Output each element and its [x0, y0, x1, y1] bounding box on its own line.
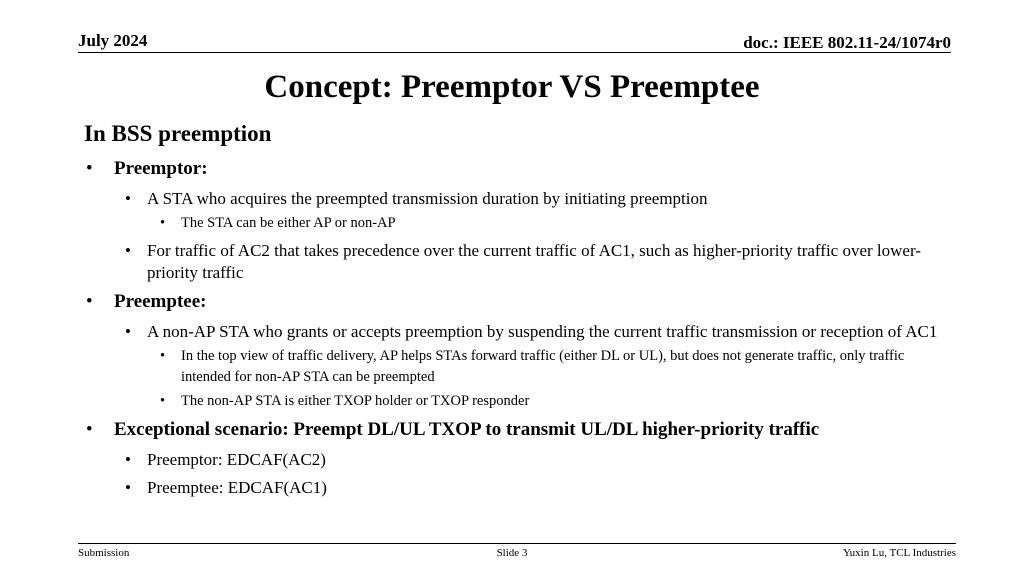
bullet-preemptor-definition: • A STA who acquires the preempted transmission duration by initiating preemption — [84, 188, 954, 210]
bullet-preemptor-traffic: • For traffic of AC2 that takes precedence over the current traffic of AC1, such as higher-priority traffic over lower-priority traffic — [84, 240, 954, 284]
bullet-exceptional-scenario: • Exceptional scenario: Preempt DL/UL TXOP to transmit UL/DL higher-priority traffic — [84, 416, 954, 443]
slide-body — [84, 117, 954, 499]
bullet-exceptional-preemptor: • Preemptor: EDCAF(AC2) — [84, 449, 954, 471]
section-heading: In BSS preemption — [84, 121, 272, 146]
bullet-exceptional-preemptee: • Preemptee: EDCAF(AC1) — [84, 477, 954, 499]
header-divider — [78, 52, 951, 53]
slide-title: Concept: Preemptor VS Preemptee — [264, 69, 760, 105]
footer-submission: Submission — [78, 547, 130, 559]
footer-author: Yuxin Lu, TCL Industries — [842, 547, 956, 559]
bullet-preemptee-top-view: • In the top view of traffic delivery, AP helps STAs forward traffic (either DL or UL), but does not generate traffic, only traffic intended for non-AP STA can be preempted — [84, 346, 954, 388]
bullet-preemptee-txop-role: • The non-AP STA is either TXOP holder or TXOP responder — [84, 391, 954, 412]
bullet-preemptor-sta-type: • The STA can be either AP or non-AP — [84, 213, 954, 234]
bullet-preemptee-definition: • A non-AP STA who grants or accepts preemption by suspending the current traffic transmission or reception of AC1 — [84, 321, 954, 343]
header-doc-id: doc.: IEEE 802.11-24/1074r0 — [743, 33, 951, 52]
footer-slide-number: Slide 3 — [496, 547, 528, 559]
bullet-preemptor: • Preemptor: — [84, 155, 954, 182]
bullet-preemptee: • Preemptee: — [84, 288, 954, 315]
header-date: July 2024 — [78, 31, 148, 50]
footer-divider — [78, 543, 956, 544]
